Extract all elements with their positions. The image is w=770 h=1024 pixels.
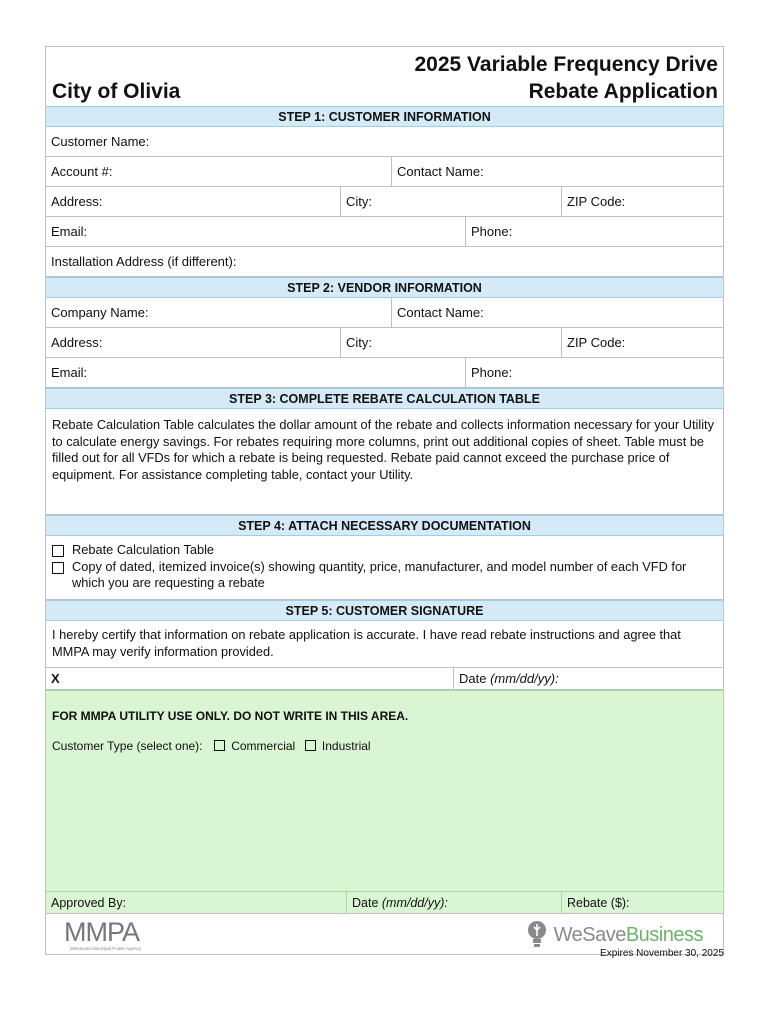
utility-use-area xyxy=(45,690,724,892)
step3-heading: STEP 3: COMPLETE REBATE CALCULATION TABLE xyxy=(45,388,724,409)
zip-field[interactable]: ZIP Code: xyxy=(561,187,723,216)
title-line-1: 2025 Variable Frequency Drive xyxy=(414,53,718,76)
signature-row xyxy=(45,668,724,690)
vendor-zip-field[interactable]: ZIP Code: xyxy=(561,328,723,357)
title-line-2: Rebate Application xyxy=(528,80,718,103)
mmpa-logo-subtitle: Minnesota Municipal Power Agency xyxy=(70,946,142,951)
industrial-label: Industrial xyxy=(321,739,371,753)
email-field[interactable]: Email: xyxy=(51,224,88,239)
company-name-field[interactable]: Company Name: xyxy=(51,305,149,320)
contact-name-field[interactable]: Contact Name: xyxy=(391,157,723,186)
vendor-address-field[interactable]: Address: xyxy=(51,335,103,350)
customer-type-row xyxy=(52,739,371,753)
vendor-address-row xyxy=(45,328,724,358)
email-row xyxy=(45,217,724,247)
approval-date-field[interactable] xyxy=(346,892,561,913)
form-title xyxy=(414,51,718,105)
mmpa-logo xyxy=(62,918,174,957)
invoice-checkbox[interactable] xyxy=(52,562,64,574)
installation-address-field[interactable]: Installation Address (if different): xyxy=(51,254,237,269)
business-text: Business xyxy=(625,923,703,946)
signature-date-format: (mm/dd/yy): xyxy=(490,671,559,686)
installation-address-row xyxy=(45,247,724,277)
vendor-phone-field[interactable]: Phone: xyxy=(465,358,723,387)
vendor-contact-name-field[interactable]: Contact Name: xyxy=(391,298,723,327)
vendor-city-field[interactable]: City: xyxy=(340,328,561,357)
mmpa-logo-text: MMPA xyxy=(64,918,139,947)
expiration-note: Expires November 30, 2025 xyxy=(600,948,724,959)
industrial-checkbox[interactable] xyxy=(305,740,316,751)
address-row xyxy=(45,187,724,217)
signature-date-field[interactable] xyxy=(453,668,723,689)
address-field[interactable]: Address: xyxy=(51,194,103,209)
calc-table-label: Rebate Calculation Table xyxy=(72,542,215,557)
commercial-checkbox[interactable] xyxy=(214,740,225,751)
customer-name-field[interactable]: Customer Name: xyxy=(51,134,150,149)
step5-heading: STEP 5: CUSTOMER SIGNATURE xyxy=(45,600,724,621)
utility-use-heading: FOR MMPA UTILITY USE ONLY. DO NOT WRITE IN THIS AREA. xyxy=(52,709,409,723)
invoice-label: Copy of dated, itemized invoice(s) showing quantity, price, manufacturer, and model number of each VFD for which you are requesting a rebate xyxy=(72,558,687,590)
checklist-item-calc-table xyxy=(52,542,717,559)
signature-date-label: Date xyxy=(459,671,491,686)
form-header xyxy=(45,46,724,106)
step4-heading: STEP 4: ATTACH NECESSARY DOCUMENTATION xyxy=(45,515,724,536)
rebate-amount-field[interactable]: Rebate ($): xyxy=(561,892,723,913)
checklist-item-invoice xyxy=(52,559,717,592)
phone-field[interactable]: Phone: xyxy=(465,217,723,246)
customer-name-row xyxy=(45,127,724,157)
step3-instructions: Rebate Calculation Table calculates the dollar amount of the rebate and collects information necessary for your Utility to calculate energy savings. For rebates requiring more columns, print out additional copies of sheet. Table must be filled out for all VFDs for which a rebate is being requested. Rebate paid cannot exceed the purchase price of equipment. For assistance completing table, contact your Utility. xyxy=(45,409,724,515)
account-field[interactable]: Account #: xyxy=(51,164,113,179)
signature-field[interactable]: X xyxy=(51,671,60,686)
vendor-email-row xyxy=(45,358,724,388)
org-name: City of Olivia xyxy=(52,80,181,103)
step4-checklist xyxy=(45,536,724,600)
company-row xyxy=(45,298,724,328)
account-row xyxy=(45,157,724,187)
wesavebusiness-text xyxy=(554,924,703,947)
wesavebusiness-logo xyxy=(526,920,703,950)
approved-by-field[interactable]: Approved By: xyxy=(51,896,127,910)
customer-type-label: Customer Type (select one): xyxy=(52,739,203,753)
approval-row xyxy=(45,892,724,914)
approval-date-format: (mm/dd/yy): xyxy=(381,896,448,910)
city-field[interactable]: City: xyxy=(340,187,561,216)
step2-heading: STEP 2: VENDOR INFORMATION xyxy=(45,277,724,298)
calc-table-checkbox[interactable] xyxy=(52,545,64,557)
vendor-email-field[interactable]: Email: xyxy=(51,365,88,380)
rebate-form xyxy=(45,46,724,955)
commercial-label: Commercial xyxy=(231,739,296,753)
step1-heading: STEP 1: CUSTOMER INFORMATION xyxy=(45,106,724,127)
lightbulb-icon xyxy=(526,920,548,950)
step5-certification: I hereby certify that information on rebate application is accurate. I have read rebate instructions and agree that MMPA may verify information provided. xyxy=(45,621,724,668)
wesave-text: WeSave xyxy=(553,923,626,946)
approval-date-label: Date xyxy=(352,896,382,910)
